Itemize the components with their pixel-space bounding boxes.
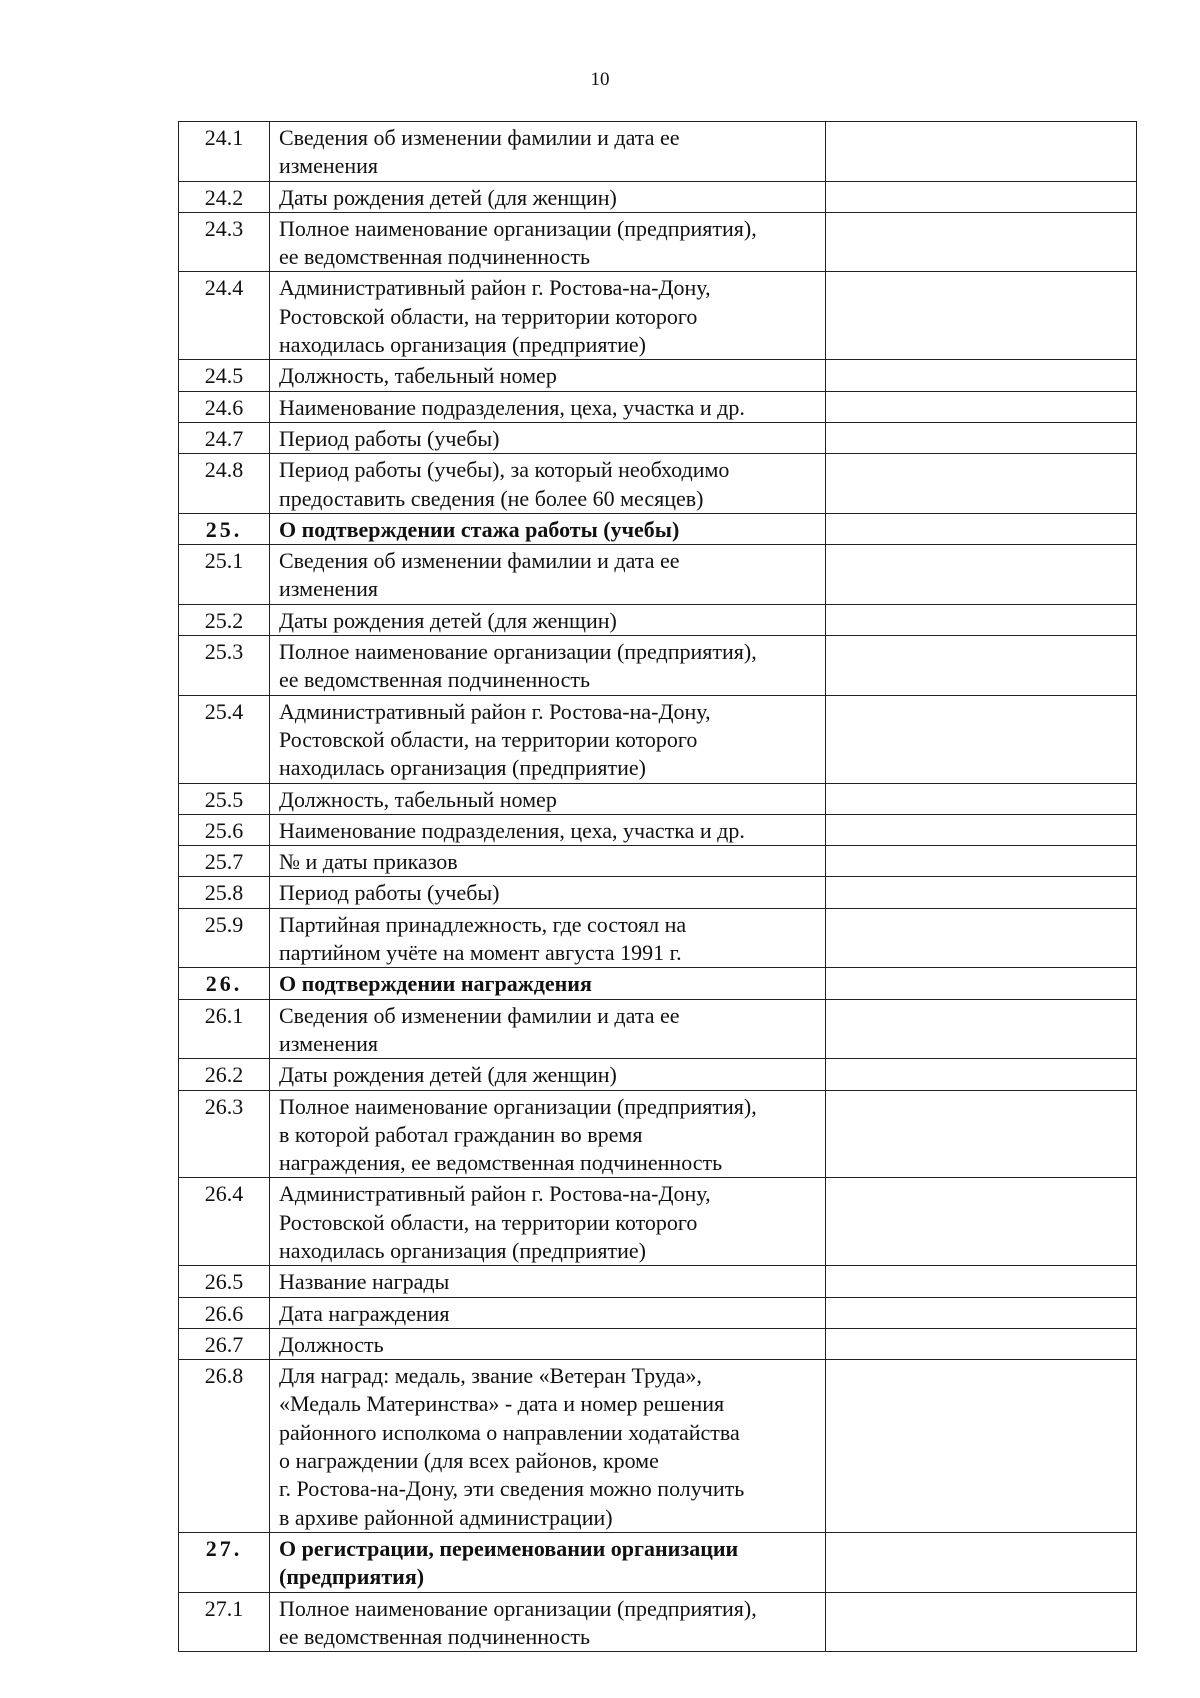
item-number: 25.7 <box>179 846 270 877</box>
item-description: Период работы (учебы) <box>270 877 826 908</box>
item-value-field[interactable] <box>826 1328 1137 1359</box>
table-row <box>179 1328 1137 1359</box>
item-value-field[interactable] <box>826 1059 1137 1090</box>
table-row <box>179 272 1137 360</box>
item-description: Сведения об изменении фамилии и дата ее изменения <box>270 122 826 182</box>
request-details-table <box>178 121 1137 1652</box>
item-description: Полное наименование организации (предприятия), ее ведомственная подчиненность <box>270 1592 826 1652</box>
table-row <box>179 1059 1137 1090</box>
item-value-field[interactable] <box>826 181 1137 212</box>
item-value-field[interactable] <box>826 814 1137 845</box>
table-row <box>179 1592 1137 1652</box>
item-value-field[interactable] <box>826 1297 1137 1328</box>
table-row <box>179 122 1137 182</box>
item-value-field[interactable] <box>826 454 1137 514</box>
item-description: Полное наименование организации (предприятия), ее ведомственная подчиненность <box>270 212 826 272</box>
item-description: Административный район г. Ростова-на-Дону, Ростовской области, на территории которого находилась организация (предприятие) <box>270 272 826 360</box>
item-number: 26.2 <box>179 1059 270 1090</box>
table-row <box>179 846 1137 877</box>
item-value-field[interactable] <box>826 122 1137 182</box>
item-value-field[interactable] <box>826 545 1137 605</box>
table-row <box>179 1090 1137 1178</box>
item-value-field[interactable] <box>826 1178 1137 1266</box>
item-description: № и даты приказов <box>270 846 826 877</box>
item-number: 26.5 <box>179 1266 270 1297</box>
item-description: Сведения об изменении фамилии и дата ее изменения <box>270 545 826 605</box>
table-row <box>179 181 1137 212</box>
item-value-field[interactable] <box>826 391 1137 422</box>
item-number: 25.4 <box>179 695 270 783</box>
item-description: Даты рождения детей (для женщин) <box>270 181 826 212</box>
table-row <box>179 1178 1137 1266</box>
item-number: 24.8 <box>179 454 270 514</box>
section-header-row <box>179 513 1137 544</box>
item-value-field[interactable] <box>826 999 1137 1059</box>
item-number: 27.1 <box>179 1592 270 1652</box>
item-description: Полное наименование организации (предприятия), ее ведомственная подчиненность <box>270 636 826 696</box>
item-description: Наименование подразделения, цеха, участка и др. <box>270 391 826 422</box>
section-header-row <box>179 1532 1137 1592</box>
item-number: 24.7 <box>179 422 270 453</box>
item-description: Даты рождения детей (для женщин) <box>270 1059 826 1090</box>
item-value-field[interactable] <box>826 877 1137 908</box>
item-description: О регистрации, переименовании организации (предприятия) <box>270 1532 826 1592</box>
table-row <box>179 999 1137 1059</box>
item-number: 25.3 <box>179 636 270 696</box>
table-row <box>179 212 1137 272</box>
item-description: Должность, табельный номер <box>270 783 826 814</box>
item-description: Должность <box>270 1328 826 1359</box>
item-value-field[interactable] <box>826 360 1137 391</box>
item-value-field[interactable] <box>826 1360 1137 1533</box>
item-number: 24.4 <box>179 272 270 360</box>
item-description: Административный район г. Ростова-на-Дону, Ростовской области, на территории которого находилась организация (предприятие) <box>270 695 826 783</box>
table-row <box>179 604 1137 635</box>
item-number: 26.7 <box>179 1328 270 1359</box>
table-row <box>179 814 1137 845</box>
item-value-field[interactable] <box>826 783 1137 814</box>
table-row <box>179 1360 1137 1533</box>
item-value-field[interactable] <box>826 604 1137 635</box>
table-row <box>179 545 1137 605</box>
table-row <box>179 695 1137 783</box>
item-number: 25.6 <box>179 814 270 845</box>
item-value-field[interactable] <box>826 1090 1137 1178</box>
item-number: 25.8 <box>179 877 270 908</box>
page-number: 10 <box>590 69 610 90</box>
table-row <box>179 391 1137 422</box>
item-value-field[interactable] <box>826 968 1137 999</box>
section-header-row <box>179 968 1137 999</box>
item-description: Полное наименование организации (предприятия), в которой работал гражданин во время награждения, ее ведомственная подчиненность <box>270 1090 826 1178</box>
table-row <box>179 1297 1137 1328</box>
item-value-field[interactable] <box>826 695 1137 783</box>
item-number: 27. <box>179 1532 270 1592</box>
item-number: 24.1 <box>179 122 270 182</box>
item-value-field[interactable] <box>826 846 1137 877</box>
item-description: О подтверждении награждения <box>270 968 826 999</box>
table-row <box>179 636 1137 696</box>
item-value-field[interactable] <box>826 1532 1137 1592</box>
item-value-field[interactable] <box>826 1592 1137 1652</box>
item-number: 25.9 <box>179 908 270 968</box>
table-row <box>179 783 1137 814</box>
table-row <box>179 877 1137 908</box>
item-number: 25.1 <box>179 545 270 605</box>
table-row <box>179 1266 1137 1297</box>
item-description: Период работы (учебы), за который необходимо предоставить сведения (не более 60 месяцев) <box>270 454 826 514</box>
item-number: 24.5 <box>179 360 270 391</box>
table-row <box>179 454 1137 514</box>
table-row <box>179 422 1137 453</box>
item-value-field[interactable] <box>826 422 1137 453</box>
item-description: Для наград: медаль, звание «Ветеран Труда», «Медаль Материнства» - дата и номер решения районного исполкома о направлении ходатайства о награждении (для всех районов, кроме г. Ростова-на-Дону, эти сведения можно получить в архиве районной администрации) <box>270 1360 826 1533</box>
item-number: 25.2 <box>179 604 270 635</box>
item-description: О подтверждении стажа работы (учебы) <box>270 513 826 544</box>
table-row <box>179 360 1137 391</box>
item-number: 26.8 <box>179 1360 270 1533</box>
item-value-field[interactable] <box>826 636 1137 696</box>
item-number: 26.3 <box>179 1090 270 1178</box>
item-number: 26.1 <box>179 999 270 1059</box>
item-value-field[interactable] <box>826 272 1137 360</box>
item-description: Даты рождения детей (для женщин) <box>270 604 826 635</box>
item-description: Наименование подразделения, цеха, участка и др. <box>270 814 826 845</box>
item-description: Административный район г. Ростова-на-Дону, Ростовской области, на территории которого находилась организация (предприятие) <box>270 1178 826 1266</box>
table-row <box>179 908 1137 968</box>
item-description: Партийная принадлежность, где состоял на партийном учёте на момент августа 1991 г. <box>270 908 826 968</box>
item-value-field[interactable] <box>826 1266 1137 1297</box>
item-description: Должность, табельный номер <box>270 360 826 391</box>
item-number: 24.6 <box>179 391 270 422</box>
item-description: Название награды <box>270 1266 826 1297</box>
item-number: 25. <box>179 513 270 544</box>
item-description: Период работы (учебы) <box>270 422 826 453</box>
item-number: 24.3 <box>179 212 270 272</box>
item-number: 24.2 <box>179 181 270 212</box>
item-number: 26.6 <box>179 1297 270 1328</box>
item-value-field[interactable] <box>826 513 1137 544</box>
item-value-field[interactable] <box>826 212 1137 272</box>
item-number: 25.5 <box>179 783 270 814</box>
item-number: 26. <box>179 968 270 999</box>
item-description: Дата награждения <box>270 1297 826 1328</box>
item-value-field[interactable] <box>826 908 1137 968</box>
item-number: 26.4 <box>179 1178 270 1266</box>
item-description: Сведения об изменении фамилии и дата ее изменения <box>270 999 826 1059</box>
